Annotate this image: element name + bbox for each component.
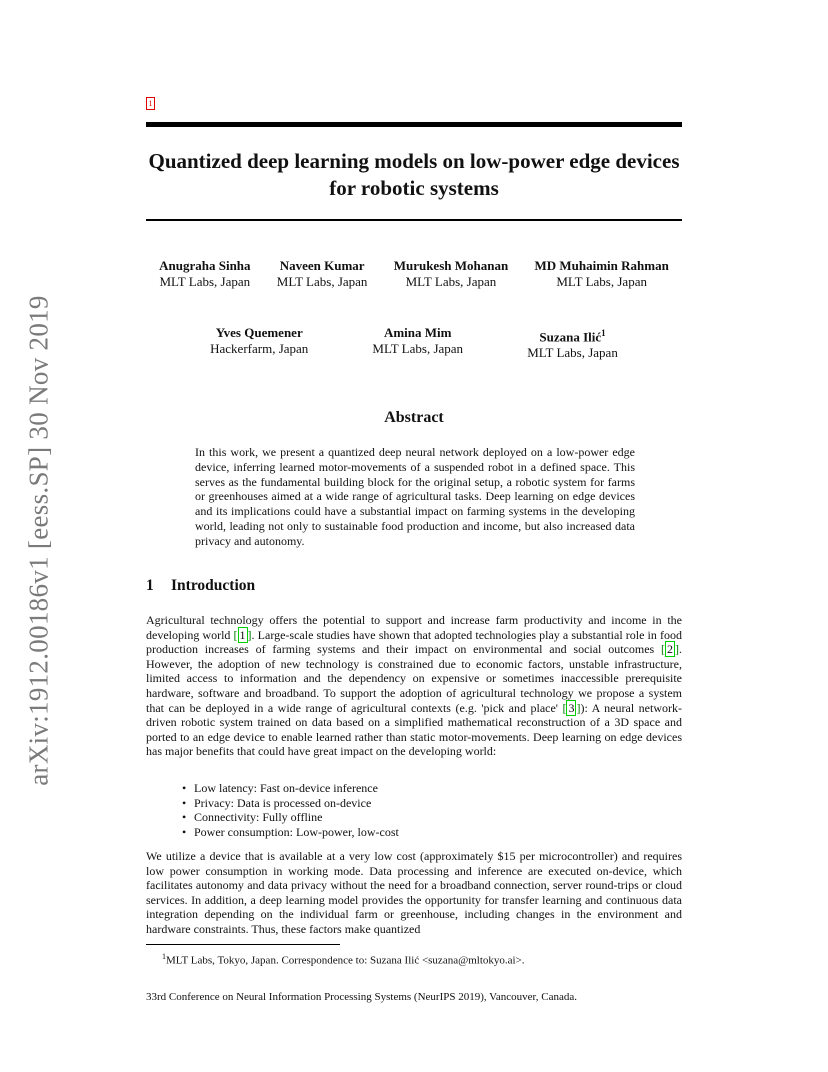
author-affiliation: Hackerfarm, Japan — [210, 341, 309, 356]
citation-number[interactable]: 2 — [667, 642, 673, 657]
author-list-row-1 — [146, 258, 682, 290]
author-footnote-sup: 1 — [601, 328, 606, 338]
list-item: • Connectivity: Fully offline — [182, 810, 399, 825]
author-list-row-2 — [146, 325, 682, 361]
list-item: • Privacy: Data is processed on-device — [182, 796, 399, 811]
list-item: • Power consumption: Low-power, low-cost — [182, 825, 399, 840]
author-affiliation: MLT Labs, Japan — [527, 345, 618, 361]
section-number: 1 — [146, 577, 154, 594]
author-block — [277, 258, 368, 290]
list-item: • Low latency: Fast on-device inference — [182, 781, 399, 796]
author-name: Anugraha Sinha — [159, 258, 251, 273]
footnote-text: MLT Labs, Tokyo, Japan. Correspondence to: Suzana Ilić <suzana@mltokyo.ai>. — [166, 954, 525, 967]
footnote-link-marker[interactable]: 1 — [146, 97, 155, 110]
author-name: Suzana Ilić — [539, 329, 602, 345]
intro-paragraph-2: We utilize a device that is available at a very low cost (approximately $15 per microcontroller) and requires low power consumption in working mode. Data processing and inference are executed on-device, which facilitates autonomy and data privacy without the need for a broadband connection, server round-trips or cloud services. In addition, a deep learning model provides the opportunity for transfer learning and continuous data integration depending on the individual farm or greenhouse, including changes in the environment and hardware constraints. Thus, these factors make quantized — [146, 849, 682, 936]
author-name: Amina Mim — [383, 325, 452, 340]
author-name: Naveen Kumar — [279, 258, 365, 273]
abstract-heading: Abstract — [384, 409, 444, 426]
paper-title: Quantized deep learning models on low-power edge devices for robotic systems — [148, 149, 680, 200]
author-affiliation: MLT Labs, Japan — [159, 274, 251, 289]
intro-text-part-c: . However, the adoption of new technology is constrained due to economic factors, unstable infrastructure, limited access to information and the dependency on expensive or sometimes inaccessible prerequisite hardware, software and broadband. To support the adoption of agricultural technology we propose a system that can be deployed in a wide range of agricultural contexts (e.g. 'pick and place' — [146, 642, 682, 715]
author-name-with-footnote — [527, 325, 618, 345]
author-name: Yves Quemener — [215, 325, 303, 340]
footnote-sup: 1 — [162, 952, 166, 961]
author-block — [210, 325, 308, 361]
title-top-rule — [146, 122, 682, 127]
footnote — [162, 950, 525, 968]
section-heading-introduction — [146, 577, 255, 595]
author-block — [534, 258, 668, 290]
abstract-text: In this work, we present a quantized deep neural network deployed on a low-power edge device, inferring learned motor-movements of a suspended robot in a defined space. This serves as the fundamental building block for the original setup, a robotic system for farms or greenhouses aimed at a wide range of agricultural tasks. Deep learning on edge devices and its implications could have a substantial impact on farming systems in the developing world, leading not only to sustainable food production and income, but also increased data privacy and autonomy. — [195, 445, 635, 548]
citation-number[interactable]: 1 — [239, 627, 246, 642]
author-affiliation: MLT Labs, Japan — [556, 274, 647, 289]
author-name: Murukesh Mohanan — [393, 258, 509, 273]
author-affiliation: MLT Labs, Japan — [276, 274, 368, 289]
citation-link[interactable]: [ 1 ] — [233, 627, 252, 642]
author-affiliation: MLT Labs, Japan — [372, 341, 464, 356]
author-name: MD Muhaimin Rahman — [534, 258, 669, 273]
section-title: Introduction — [171, 577, 256, 594]
intro-paragraph-1 — [146, 613, 682, 759]
author-block — [159, 258, 250, 290]
author-block — [527, 325, 618, 361]
conference-note: 33rd Conference on Neural Information Processing Systems (NeurIPS 2019), Vancouver, Canada. — [146, 991, 578, 1003]
citation-link[interactable]: [ 2 ] — [661, 642, 679, 657]
intro-text-part-b: . Large-scale studies have shown that adopted technologies play a substantial role in food production increases of farming systems and their impact on environmental and social outcomes — [146, 627, 682, 657]
arxiv-id-text: arXiv:1912.00186v1 [eess.SP] 30 Nov 2019 — [23, 294, 54, 786]
benefits-list — [182, 781, 399, 839]
title-bottom-rule — [146, 219, 682, 221]
arxiv-identifier-stamp — [22, 280, 56, 800]
citation-number[interactable]: 3 — [568, 700, 575, 715]
intro-text-part-d: ): A neural network-driven robotic system trained on data based on a simplified mathematical reconstruction of a 3D space and ported to an edge device to enable learned rather than static motor-movements. Deep learning on edge devices has major benefits that could have great impact on the developing world: — [146, 700, 682, 759]
citation-link[interactable]: [ 3 ] — [562, 700, 581, 715]
intro-text-part-a: Agricultural technology offers the potential to support and increase farm productivity and income in the developing world — [146, 613, 682, 642]
author-affiliation: MLT Labs, Japan — [405, 274, 497, 289]
footnote-rule — [146, 944, 340, 945]
author-block — [394, 258, 509, 290]
author-block — [372, 325, 463, 361]
